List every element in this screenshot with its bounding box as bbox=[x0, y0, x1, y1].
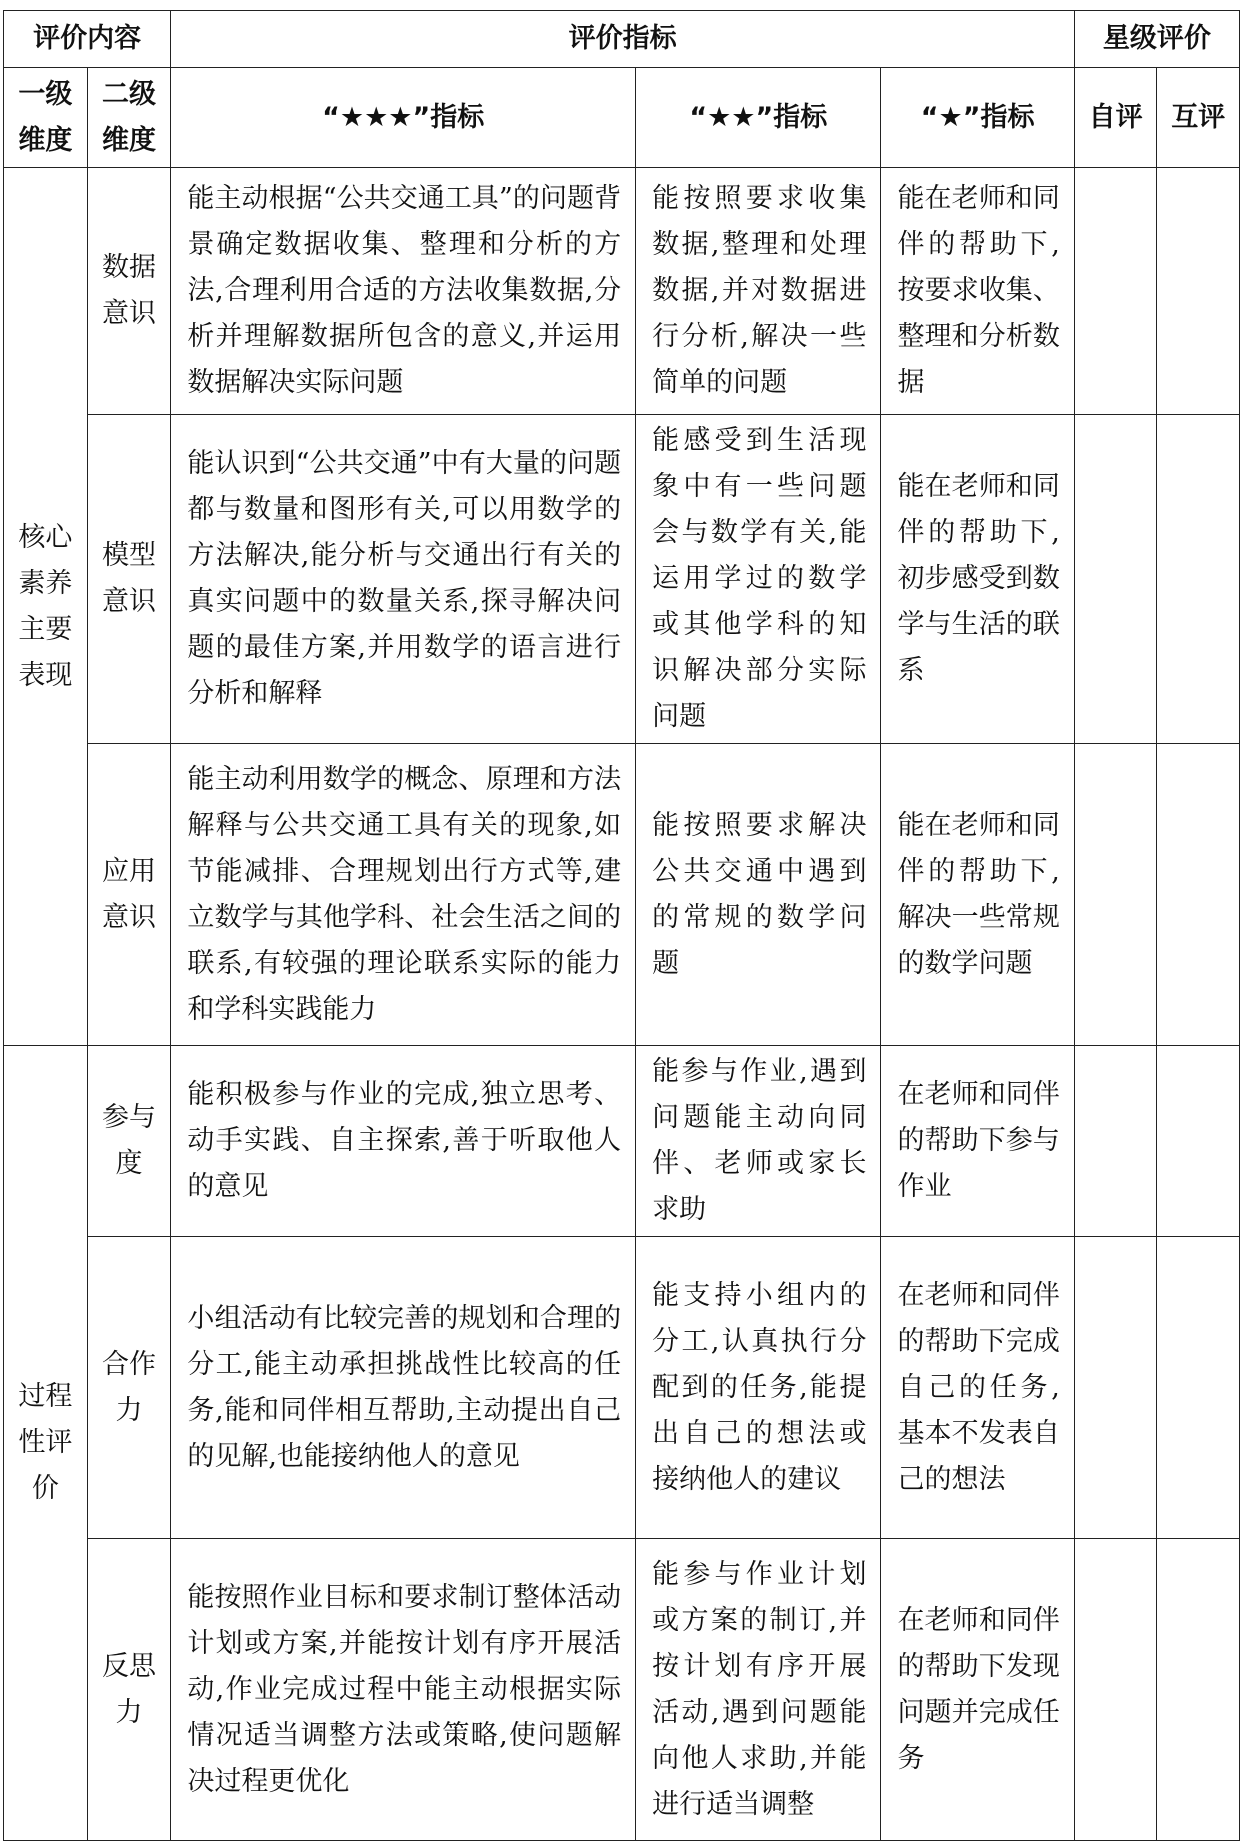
category-process: 过程性评价 bbox=[4, 1046, 88, 1841]
self-eval-cell[interactable] bbox=[1074, 744, 1157, 1046]
dimension-cell: 合作力 bbox=[87, 1237, 171, 1539]
three-star-cell: 能按照作业目标和要求制订整体活动计划或方案,并能按计划有序开展活动,作业完成过程中能主动根据实际情况适当调整方法或策略,使问题解决过程更优化 bbox=[171, 1539, 636, 1841]
header-row-top bbox=[4, 11, 1240, 68]
self-eval-cell[interactable] bbox=[1074, 1046, 1157, 1237]
three-star-cell: 能积极参与作业的完成,独立思考、动手实践、自主探索,善于听取他人的意见 bbox=[171, 1046, 636, 1237]
header-indicators: 评价指标 bbox=[171, 11, 1075, 68]
table-row bbox=[4, 1539, 1240, 1841]
peer-eval-cell[interactable] bbox=[1157, 415, 1240, 744]
three-star-cell: 小组活动有比较完善的规划和合理的分工,能主动承担挑战性比较高的任务,能和同伴相互帮助,主动提出自己的见解,也能接纳他人的意见 bbox=[171, 1237, 636, 1539]
header-star-rating: 星级评价 bbox=[1074, 11, 1239, 68]
peer-eval-cell[interactable] bbox=[1157, 744, 1240, 1046]
evaluation-table bbox=[3, 10, 1240, 1841]
peer-eval-cell[interactable] bbox=[1157, 1237, 1240, 1539]
self-eval-cell[interactable] bbox=[1074, 168, 1157, 415]
header-level1: 一级维度 bbox=[4, 68, 88, 168]
dimension-cell: 模型意识 bbox=[87, 415, 171, 744]
three-star-cell: 能认识到“公共交通”中有大量的问题都与数量和图形有关,可以用数学的方法解决,能分析与交通出行有关的真实问题中的数量关系,探寻解决问题的最佳方案,并用数学的语言进行分析和解释 bbox=[171, 415, 636, 744]
peer-eval-cell[interactable] bbox=[1157, 1046, 1240, 1237]
dimension-cell: 反思力 bbox=[87, 1539, 171, 1841]
table-row bbox=[4, 1237, 1240, 1539]
header-self-eval: 自评 bbox=[1074, 68, 1157, 168]
two-star-cell: 能感受到生活现象中有一些问题会与数学有关,能运用学过的数学或其他学科的知识解决部分实际问题 bbox=[636, 415, 881, 744]
dimension-cell: 数据意识 bbox=[87, 168, 171, 415]
one-star-cell: 能在老师和同伴的帮助下,按要求收集、整理和分析数据 bbox=[881, 168, 1074, 415]
peer-eval-cell[interactable] bbox=[1157, 168, 1240, 415]
header-level2: 二级维度 bbox=[87, 68, 171, 168]
dimension-cell: 应用意识 bbox=[87, 744, 171, 1046]
dimension-cell: 参与度 bbox=[87, 1046, 171, 1237]
header-one-star: “★”指标 bbox=[881, 68, 1074, 168]
one-star-cell: 在老师和同伴的帮助下参与作业 bbox=[881, 1046, 1074, 1237]
two-star-cell: 能参与作业计划或方案的制订,并按计划有序开展活动,遇到问题能向他人求助,并能进行适当调整 bbox=[636, 1539, 881, 1841]
peer-eval-cell[interactable] bbox=[1157, 1539, 1240, 1841]
self-eval-cell[interactable] bbox=[1074, 1539, 1157, 1841]
category-core: 核心素养主要表现 bbox=[4, 168, 88, 1046]
header-content: 评价内容 bbox=[4, 11, 171, 68]
three-star-cell: 能主动根据“公共交通工具”的问题背景确定数据收集、整理和分析的方法,合理利用合适的方法收集数据,分析并理解数据所包含的意义,并运用数据解决实际问题 bbox=[171, 168, 636, 415]
self-eval-cell[interactable] bbox=[1074, 1237, 1157, 1539]
header-three-star: “★★★”指标 bbox=[171, 68, 636, 168]
one-star-cell: 能在老师和同伴的帮助下,解决一些常规的数学问题 bbox=[881, 744, 1074, 1046]
header-two-star: “★★”指标 bbox=[636, 68, 881, 168]
header-row-sub bbox=[4, 68, 1240, 168]
two-star-cell: 能参与作业,遇到问题能主动向同伴、老师或家长求助 bbox=[636, 1046, 881, 1237]
one-star-cell: 在老师和同伴的帮助下发现问题并完成任务 bbox=[881, 1539, 1074, 1841]
two-star-cell: 能按照要求解决公共交通中遇到的常规的数学问题 bbox=[636, 744, 881, 1046]
table-row bbox=[4, 415, 1240, 744]
table-row bbox=[4, 1046, 1240, 1237]
three-star-cell: 能主动利用数学的概念、原理和方法解释与公共交通工具有关的现象,如节能减排、合理规划出行方式等,建立数学与其他学科、社会生活之间的联系,有较强的理论联系实际的能力和学科实践能力 bbox=[171, 744, 636, 1046]
one-star-cell: 在老师和同伴的帮助下完成自己的任务,基本不发表自己的想法 bbox=[881, 1237, 1074, 1539]
two-star-cell: 能支持小组内的分工,认真执行分配到的任务,能提出自己的想法或接纳他人的建议 bbox=[636, 1237, 881, 1539]
self-eval-cell[interactable] bbox=[1074, 415, 1157, 744]
one-star-cell: 能在老师和同伴的帮助下,初步感受到数学与生活的联系 bbox=[881, 415, 1074, 744]
header-peer-eval: 互评 bbox=[1157, 68, 1240, 168]
table-row bbox=[4, 168, 1240, 415]
two-star-cell: 能按照要求收集数据,整理和处理数据,并对数据进行分析,解决一些简单的问题 bbox=[636, 168, 881, 415]
table-row bbox=[4, 744, 1240, 1046]
